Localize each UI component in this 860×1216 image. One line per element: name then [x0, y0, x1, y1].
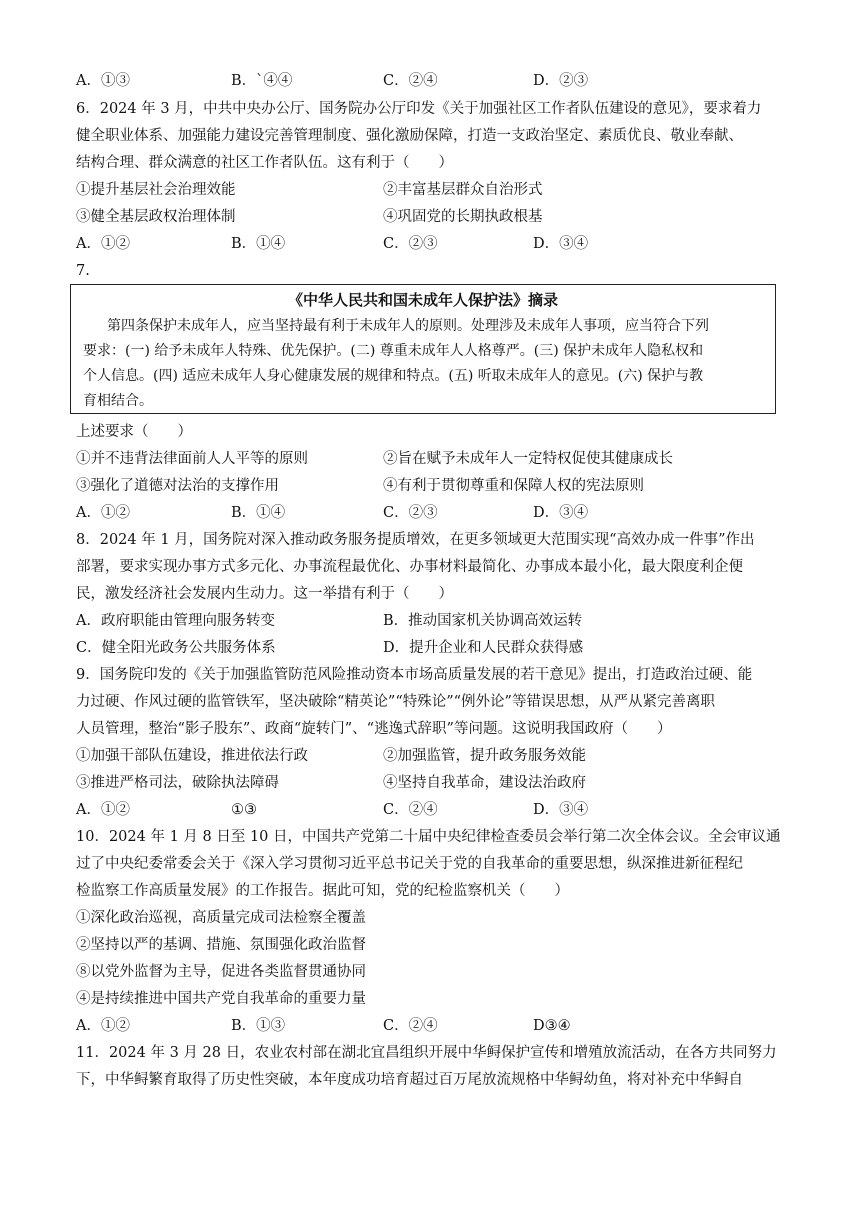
q6-statement-4: ④巩固党的长期执政根基: [383, 209, 543, 225]
q10-stem-line-3: 检监察工作高质量发展》的工作报告。据此可知，党的纪检监察机关（ ）: [76, 883, 569, 899]
q9-option-d: D．③④: [533, 802, 589, 818]
q7-stem: 上述要求（ ）: [76, 424, 192, 440]
q7-statement-4: ④有利于贯彻尊重和保障人权的宪法原则: [383, 478, 644, 494]
q8-stem-line-2: 部署，要求实现办事方式多元化、办事流程最优化、办事材料最简化、办事成本最小化，最大限度利企便: [76, 559, 743, 575]
q8-option-a: A．政府职能由管理向服务转变: [76, 613, 275, 629]
q9-option-c: C．②④: [383, 802, 438, 818]
q7-statement-1: ①并不违背法律面前人人平等的原则: [76, 451, 308, 467]
law-excerpt-line-2: 要求：(一) 给予未成年人特殊、优先保护。(二) 尊重未成年人人格尊严。(三) 保护未成年人隐私权和: [83, 343, 704, 359]
q8-option-c: C．健全阳光政务公共服务体系: [76, 640, 276, 656]
q6-option-a: A．①②: [76, 236, 130, 252]
q6-statement-3: ③健全基层政权治理体制: [76, 209, 236, 225]
law-excerpt-box: [70, 284, 776, 414]
q7-statement-3: ③强化了道德对法治的支撑作用: [76, 478, 279, 494]
q9-stem-line-3: 人员管理，整治“影子股东”、政商“旋转门”、“逃逸式辞职”等问题。这说明我国政府（ ）: [76, 721, 672, 737]
q9-statement-2: ②加强监管，提升政务服务效能: [383, 748, 586, 764]
q6-stem-line-1: 6．2024 年 3 月，中共中央办公厅、国务院办公厅印发《关于加强社区工作者队伍建设的意见》，要求着力: [76, 101, 762, 117]
q9-statement-3: ③推进严格司法，破除执法障碍: [76, 775, 279, 791]
q10-option-b: B．①③: [231, 1018, 286, 1034]
q10-statement-1: ①深化政治巡视，高质量完成司法检察全覆盖: [76, 910, 366, 926]
q6-stem-line-3: 结构合理、群众满意的社区工作者队伍。这有利于（ ）: [76, 155, 453, 171]
q9-stem-line-2: 力过硬、作风过硬的监管铁军，坚决破除“精英论”“特殊论”“例外论”等错误思想，从严从紧完善离职: [76, 694, 715, 710]
q10-stem-line-1: 10．2024 年 1 月 8 日至 10 日，中国共产党第二十届中央纪律检查委员会举行第二次全体会议。全会审议通: [76, 829, 781, 845]
law-excerpt-title: 《中华人民共和国未成年人保护法》摘录: [287, 291, 558, 309]
q7-number: 7.: [76, 263, 90, 279]
law-excerpt-line-4: 育相结合。: [83, 393, 153, 409]
q11-stem-line-1: 11．2024 年 3 月 28 日，农业农村部在湖北宜昌组织开展中华鲟保护宣传和增殖放流活动，在各方共同努力: [76, 1045, 777, 1061]
q8-option-b: B．推动国家机关协调高效运转: [383, 613, 583, 629]
q5-option-b: B．`④④: [231, 73, 293, 89]
q7-option-a: A．①②: [76, 505, 130, 521]
q8-stem-line-3: 民，激发经济社会发展内生动力。这一举措有利于（ ）: [76, 586, 453, 602]
q9-statement-1: ①加强干部队伍建设，推进依法行政: [76, 748, 308, 764]
q10-option-c: C．②④: [383, 1018, 438, 1034]
q9-stem-line-1: 9．国务院印发的《关于加强监管防范风险推动资本市场高质量发展的若干意见》提出，打造政治过硬、能: [76, 667, 753, 683]
q10-statement-3: ⑧以党外监督为主导，促进各类监督贯通协同: [76, 964, 366, 980]
q10-stem-line-2: 过了中央纪委常委会关于《深入学习贯彻习近平总书记关于党的自我革命的重要思想，纵深推进新征程纪: [76, 856, 743, 872]
q5-option-d: D．②③: [533, 73, 589, 89]
q6-option-d: D．③④: [533, 236, 589, 252]
q8-stem-line-1: 8．2024 年 1 月，国务院对深入推动政务服务提质增效，在更多领域更大范围实现“高效办成一件事”作出: [76, 532, 755, 548]
q10-statement-4: ④是持续推进中国共产党自我革命的重要力量: [76, 991, 366, 1007]
law-excerpt-line-1: 第四条保护未成年人，应当坚持最有利于未成年人的原则。处理涉及未成年人事项，应当符合下列: [107, 318, 709, 334]
q6-statement-1: ①提升基层社会治理效能: [76, 182, 236, 198]
q10-statement-2: ②坚持以严的基调、措施、氛围强化政治监督: [76, 937, 366, 953]
q7-option-c: C．②③: [383, 505, 438, 521]
law-excerpt-line-3: 个人信息。(四) 适应未成年人身心健康发展的规律和特点。(五) 听取未成年人的意见。(六) 保护与教: [83, 368, 704, 384]
q5-option-c: C．②④: [383, 73, 438, 89]
q9-option-b: ①③: [231, 802, 257, 818]
q8-option-d: D．提升企业和人民群众获得感: [383, 640, 584, 656]
q7-option-d: D．③④: [533, 505, 589, 521]
q6-option-c: C．②③: [383, 236, 438, 252]
q7-option-b: B．①④: [231, 505, 286, 521]
q7-statement-2: ②旨在赋予未成年人一定特权促使其健康成长: [383, 451, 673, 467]
q6-option-b: B．①④: [231, 236, 286, 252]
q10-option-d: D③④: [533, 1018, 571, 1034]
q6-statement-2: ②丰富基层群众自治形式: [383, 182, 543, 198]
q11-stem-line-2: 下，中华鲟繁育取得了历史性突破，本年度成功培育超过百万尾放流规格中华鲟幼鱼，将对补充中华鲟自: [76, 1072, 743, 1088]
q9-option-a: A．①②: [76, 802, 130, 818]
q9-statement-4: ④坚持自我革命，建设法治政府: [383, 775, 586, 791]
q10-option-a: A．①②: [76, 1018, 130, 1034]
q6-stem-line-2: 健全职业体系、加强能力建设完善管理制度、强化激励保障，打造一支政治坚定、素质优良、敬业奉献、: [76, 128, 743, 144]
q5-option-a: A．①③: [76, 73, 130, 89]
